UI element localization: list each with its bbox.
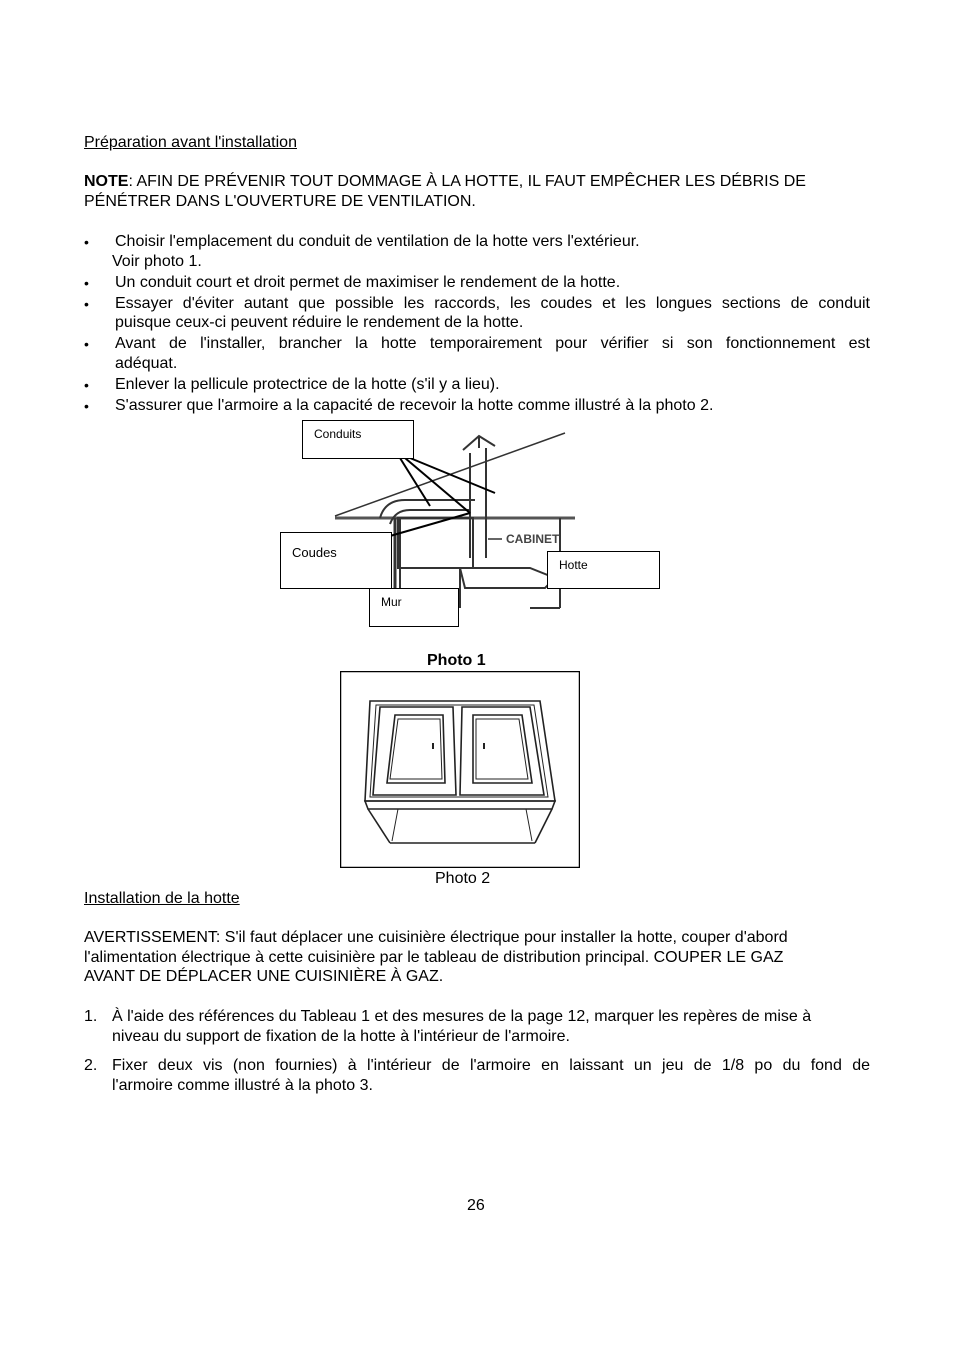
bullet-1-line-1: Choisir l'emplacement du conduit de ventilation de la hotte vers l'extérieur.: [115, 233, 640, 250]
label-conduits: [302, 420, 414, 459]
step-2-line-1: Fixer deux vis (non fournies) à l'intérieur de l'armoire en laissant un jeu de 1/8 po du fond de: [112, 1057, 870, 1074]
pointer-conduits-2: [405, 458, 470, 513]
step-1-number: 1.: [84, 1008, 98, 1025]
warning-line-1: AVERTISSEMENT: S'il faut déplacer une cuisinière électrique pour installer la hotte, couper d'abord: [84, 929, 788, 946]
bullet-symbol: •: [84, 234, 89, 250]
warning-line-3: AVANT DE DÉPLACER UNE CUISINIÈRE À GAZ.: [84, 968, 444, 985]
step-2-line-2: l'armoire comme illustré à la photo 3.: [112, 1077, 373, 1094]
step-2-number: 2.: [84, 1057, 98, 1074]
label-conduits-text: Conduits: [314, 427, 362, 441]
bullet-5: Enlever la pellicule protectrice de la hotte (s'il y a lieu).: [115, 376, 500, 393]
label-mur: [369, 588, 459, 627]
label-coudes: [280, 532, 392, 589]
bullet-symbol: •: [84, 336, 89, 352]
photo-1-caption: Photo 1: [427, 652, 486, 669]
bullet-3-line-2: puisque ceux-ci peuvent réduire le rendement de la hotte.: [115, 314, 524, 331]
note-line-1: [84, 172, 806, 192]
label-mur-text: Mur: [381, 595, 402, 609]
bullet-1-line-2: Voir photo 1.: [112, 253, 202, 270]
bullet-2: Un conduit court et droit permet de maximiser le rendement de la hotte.: [115, 274, 621, 291]
bullet-3-line-1: Essayer d'éviter autant que possible les raccords, les coudes et les longues sections de conduit: [115, 295, 870, 312]
cabinet-photo-2: [340, 671, 580, 868]
step-1-line-2: niveau du support de fixation de la hotte à l'intérieur de l'armoire.: [112, 1028, 570, 1045]
photo-2-caption: Photo 2: [435, 870, 491, 887]
step-1-line-1: À l'aide des références du Tableau 1 et des mesures de la page 12, marquer les repères de mise à: [112, 1008, 812, 1025]
note-text-1: : AFIN DE PRÉVENIR TOUT DOMMAGE À LA HOTTE, IL FAUT EMPÊCHER LES DÉBRIS DE: [128, 173, 806, 190]
section-title-installation: Installation de la hotte: [84, 890, 240, 907]
note-line-2: PÉNÉTRER DANS L'OUVERTURE DE VENTILATION.: [84, 193, 476, 210]
label-hotte-text: Hotte: [559, 558, 588, 572]
bullet-symbol: •: [84, 398, 89, 414]
bullet-symbol: •: [84, 377, 89, 393]
bullet-4-line-1: Avant de l'installer, brancher la hotte temporairement pour vérifier si son fonctionnement est: [115, 335, 870, 352]
cabinet-label: CABINET: [506, 532, 560, 546]
label-coudes-text: Coudes: [292, 545, 337, 560]
bullet-6: S'assurer que l'armoire a la capacité de recevoir la hotte comme illustré à la photo 2.: [115, 397, 714, 414]
pointer-coudes: [390, 513, 470, 536]
label-hotte: [547, 551, 660, 589]
section-title-preparation: Préparation avant l'installation: [84, 134, 297, 151]
page-number: 26: [467, 1197, 485, 1214]
bullet-4-line-2: adéquat.: [115, 355, 178, 372]
warning-line-2: l'alimentation électrique à cette cuisinière par le tableau de distribution principal. COUPER LE GAZ: [84, 949, 784, 966]
bullet-symbol: •: [84, 296, 89, 312]
bullet-symbol: •: [84, 275, 89, 291]
note-label: NOTE: [84, 173, 129, 190]
